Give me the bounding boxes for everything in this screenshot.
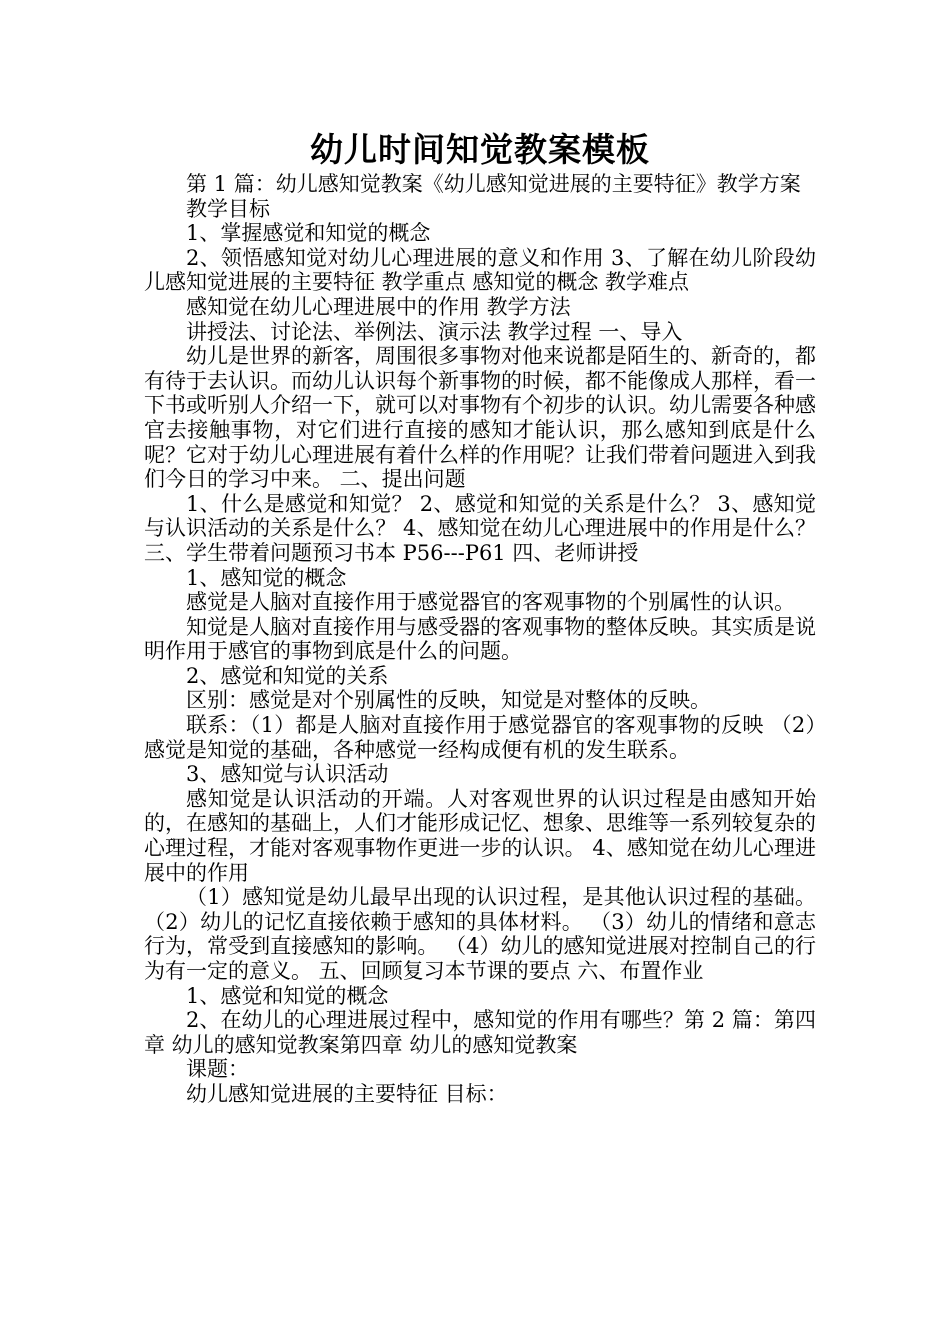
paragraph: 1、掌握感觉和知觉的概念 [186, 221, 431, 246]
paragraph: 感知觉是认识活动的开端。人对客观世界的认识过程是由感知开始的，在感知的基础上，人们才能形成记忆、想象、思维等一系列较复杂的心理过程，才能对客观事物作更进一步的认识。 4、感知觉在幼儿心理进展中的作用 [144, 786, 816, 885]
document-title: 幼儿时间知觉教案模板 [310, 130, 650, 169]
paragraph: 幼儿感知觉进展的主要特征 目标： [186, 1081, 508, 1106]
paragraph: 教学目标 [186, 196, 270, 221]
paragraph: 2、领悟感知觉对幼儿心理进展的意义和作用 3、了解在幼儿阶段幼儿感知觉进展的主要特征 教学重点 感知觉的概念 教学难点 [144, 245, 816, 295]
paragraph: 知觉是人脑对直接作用与感受器的客观事物的整体反映。其实质是说明作用于感官的事物到底是什么的问题。 [144, 614, 816, 664]
document-body [144, 172, 816, 1107]
paragraph: 联系：（1）都是人脑对直接作用于感觉器官的客观事物的反映 （2）感觉是知觉的基础，各种感觉一经构成便有机的发生联系。 [144, 713, 816, 762]
paragraph: 1、感知觉的概念 [186, 565, 347, 590]
paragraph: 感觉是人脑对直接作用于感觉器官的客观事物的个别属性的认识。 [186, 590, 795, 615]
paragraph: 2、感觉和知觉的关系 [186, 663, 389, 688]
paragraph: 1、感觉和知觉的概念 [186, 983, 389, 1008]
paragraph: 幼儿是世界的新客，周围很多事物对他来说都是陌生的、新奇的，都有待于去认识。而幼儿认识每个新事物的时候，都不能像成人那样，看一下书或听别人介绍一下，就可以对事物有个初步的认识。幼儿需要各种感官去接触事物，对它们进行直接的感知才能认识，那么感知到底是什么呢？它对于幼儿心理进展有着什么样的作用呢？让我们带着问题进入到我们今日的学习中来。 二、提出问题 [144, 344, 816, 492]
paragraph: （1）感知觉是幼儿最早出现的认识过程，是其他认识过程的基础。 （2）幼儿的记忆直接依赖于感知的具体材料。 （3）幼儿的情绪和意志行为，常受到直接感知的影响。 （4）幼儿的感知觉进展对控制自己的行为有一定的意义。 五、回顾复习本节课的要点 六、布置作业 [144, 885, 816, 983]
paragraph: 讲授法、讨论法、举例法、演示法 教学过程 一、导入 [186, 319, 683, 344]
paragraph: 2、在幼儿的心理进展过程中，感知觉的作用有哪些？第 2 篇：第四章 幼儿的感知觉教案第四章 幼儿的感知觉教案 [144, 1008, 816, 1057]
document-page [144, 128, 816, 1107]
paragraph: 区别：感觉是对个别属性的反映，知觉是对整体的反映。 [186, 688, 711, 713]
paragraph: 1、什么是感觉和知觉？ 2、感觉和知觉的关系是什么？ 3、感知觉与认识活动的关系是什么？ 4、感知觉在幼儿心理进展中的作用是什么？ 三、学生带着问题预习书本 P56---P61 四、老师讲授 [144, 491, 816, 565]
paragraph: 感知觉在幼儿心理进展中的作用 教学方法 [186, 294, 571, 319]
paragraph: 课题： [186, 1057, 249, 1082]
paragraph: 3、感知觉与认识活动 [186, 762, 389, 787]
paragraph: 第 1 篇：幼儿感知觉教案《幼儿感知觉进展的主要特征》教学方案 [186, 172, 801, 196]
